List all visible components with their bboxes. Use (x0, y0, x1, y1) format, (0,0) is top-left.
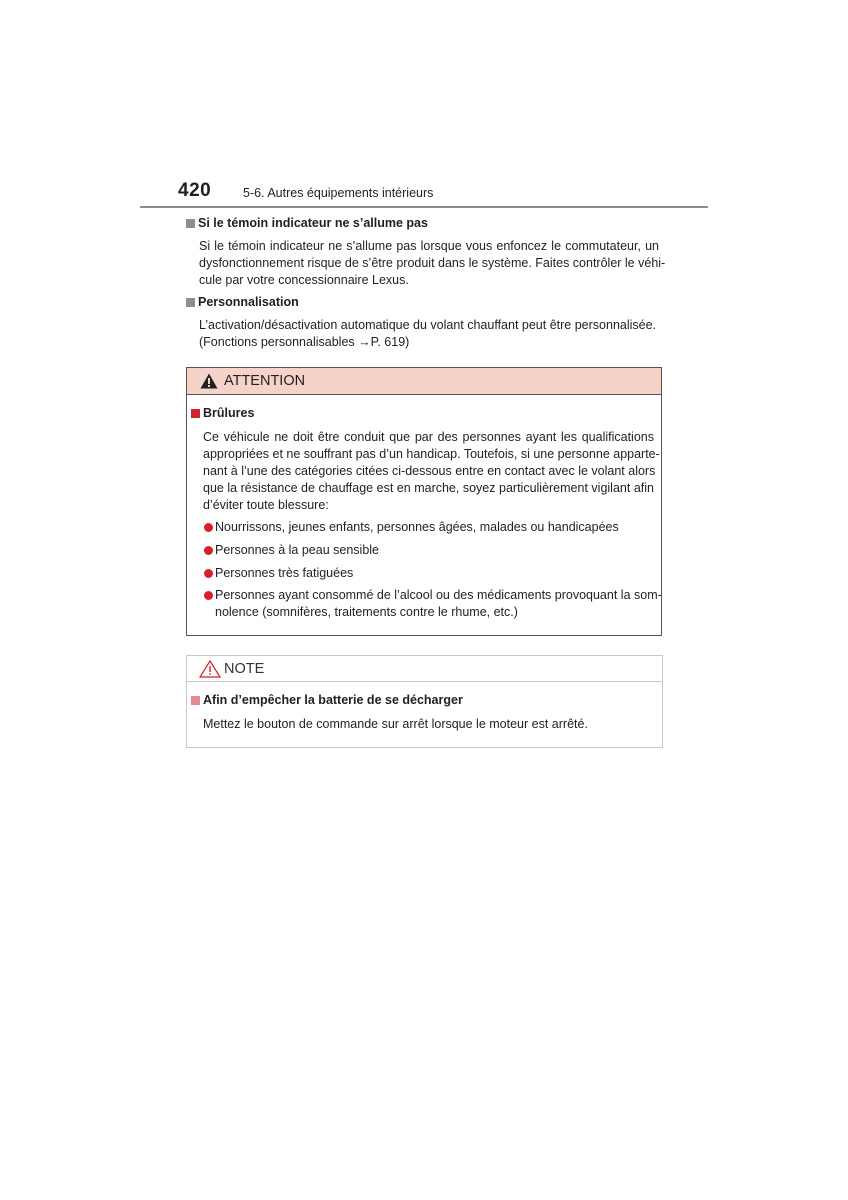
note-title: NOTE (224, 661, 265, 677)
red-bullet-icon (204, 523, 213, 532)
page-number: 420 (178, 180, 212, 201)
page-header (178, 180, 708, 207)
note-paragraph: Mettez le bouton de commande sur arrêt lorsque le moteur est arrêté. (203, 717, 588, 731)
warning-triangle-icon (200, 373, 218, 389)
section-title: 5-6. Autres équipements intérieurs (243, 186, 434, 200)
attention-box: ATTENTION Brûlures Ce véhicule ne doit être conduit que par des personnes ayant les qualifications appropriées et ne souffrant pas d’un handicap. Toutefois, si une personne apparte- nant à l’une des catégories citées ci-dessous entre en contact avec le volant alors que la résistance de chauffage est en marche, soyez particulièrement vigilant afin d’éviter toute blessure: Nourrissons, jeunes enfants, personnes âgées, malades ou handicapées Personnes à la peau sensible Personnes très fatiguées Personnes ayant consommé de l’alcool ou des médicaments provoquant la som- nolence (somnifères, traitements contre le rhume, etc.) (186, 367, 662, 636)
red-bullet-icon (204, 591, 213, 600)
red-bullet-icon (204, 569, 213, 578)
square-bullet-icon (191, 409, 200, 418)
section-heading-personnalisation: Personnalisation (186, 295, 299, 309)
attention-paragraph: Ce véhicule ne doit être conduit que par des personnes ayant les qualifications appropriées et ne souffrant pas d’un handicap. Toutefois, si une personne apparte- nant à l’une des catégories citées ci-dessous entre en contact avec le volant alors que la résistance de chauffage est en marche, soyez particulièrement vigilant afin d’éviter toute blessure: (203, 430, 660, 512)
warning-outline-icon (199, 660, 221, 678)
square-bullet-icon (186, 298, 195, 307)
section-heading-temoin: Si le témoin indicateur ne s’allume pas (186, 216, 428, 230)
header-divider (140, 206, 708, 208)
page-reference-link[interactable]: (Fonctions personnalisables →P. 619) (199, 335, 410, 349)
paragraph-temoin: Si le témoin indicateur ne s’allume pas lorsque vous enfoncez le commutateur, un dysfonctionnement risque de s’être produit dans le système. Faites contrôler le véhi- cule par votre concessionnaire Lexus. (199, 239, 666, 287)
attention-heading: Brûlures (191, 406, 254, 420)
square-bullet-icon (186, 219, 195, 228)
paragraph-personnalisation: L’activation/désactivation automatique du volant chauffant peut être personnalisée. (Fonctions personnalisables →P. 619) (199, 317, 659, 351)
attention-header (187, 368, 661, 395)
attention-title: ATTENTION (224, 373, 306, 389)
square-bullet-icon (191, 696, 200, 705)
note-header (187, 656, 662, 682)
note-box (186, 655, 663, 748)
note-heading: Afin d’empêcher la batterie de se décharger (191, 693, 463, 707)
red-bullet-icon (204, 546, 213, 555)
